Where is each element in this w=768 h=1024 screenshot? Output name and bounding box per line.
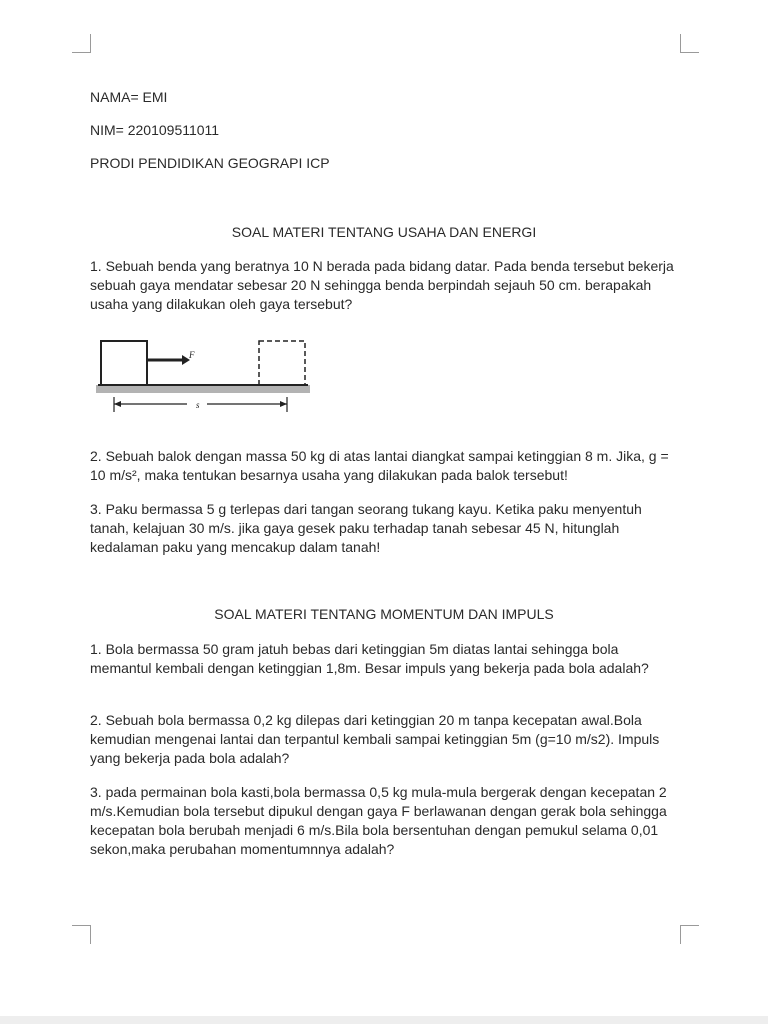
block-displacement-figure [92,332,314,424]
question-momentum-3: 3. pada permainan bola kasti,bola bermassa 0,5 kg mula-mula bergerak dengan kecepatan 2 m/s.Kemudian bola tersebut dipukul dengan gaya F berlawanan dengan gerak bola sehingga kecepatan bola berubah menjadi 6 m/s.Bila bola bersentuhan dengan pemukul selama 0,01 sekon,maka perubahan momentumnnya adalah? [90,784,667,857]
bottom-scroll-strip [0,1016,768,1024]
question-usaha-2: 2. Sebuah balok dengan massa 50 kg di atas lantai diangkat sampai ketinggian 8 m. Jika, g = 10 m/s², maka tentukan besarnya usaha yang dilakukan pada balok tersebut! [90,448,669,483]
block-final [259,341,305,385]
floor-shadow [96,385,310,393]
bottom-right-margin-mark [680,925,699,944]
question-momentum-2: 2. Sebuah bola bermassa 0,2 kg dilepas dari ketinggian 20 m tanpa kecepatan awal.Bola kemudian mengenai lantai dan terpantul kembali sampai ketinggian 5m (g=10 m/s2). Impuls yang bekerja pada bola adalah? [90,712,660,766]
study-program: PRODI PENDIDIKAN GEOGRAPI ICP [90,155,330,171]
block-initial [101,341,147,385]
student-nim: NIM= 220109511011 [90,122,220,138]
force-label: F [189,350,195,360]
question-momentum-1: 1. Bola bermassa 50 gram jatuh bebas dari ketinggian 5m diatas lantai sehingga bola memantul kembali dengan ketinggian 1,8m. Besar impuls yang bekerja pada bola adalah? [90,641,649,676]
distance-arrowhead-right [280,401,287,407]
section-title-usaha-energi: SOAL MATERI TENTANG USAHA DAN ENERGI [231,224,537,240]
distance-arrowhead-left [114,401,121,407]
student-name: NAMA= EMI [90,89,168,105]
distance-label: s [196,400,200,410]
question-usaha-3: 3. Paku bermassa 5 g terlepas dari tangan seorang tukang kayu. Ketika paku menyentuh tanah, kelajuan 30 m/s. jika gaya gesek paku terhadap tanah sebesar 45 N, hitunglah kedalaman paku yang mencakup dalam tanah! [90,501,642,555]
question-usaha-1: 1. Sebuah benda yang beratnya 10 N berada pada bidang datar. Pada benda tersebut bekerja sebuah gaya mendatar sebesar 20 N sehingga benda berpindah sejauh 50 cm. berapakah usaha yang dilakukan oleh gaya tersebut? [90,258,674,312]
bottom-left-margin-mark [72,925,91,944]
section-title-momentum-impuls: SOAL MATERI TENTANG MOMENTUM DAN IMPULS [214,606,554,622]
top-left-margin-mark [72,34,91,53]
top-right-margin-mark [680,34,699,53]
